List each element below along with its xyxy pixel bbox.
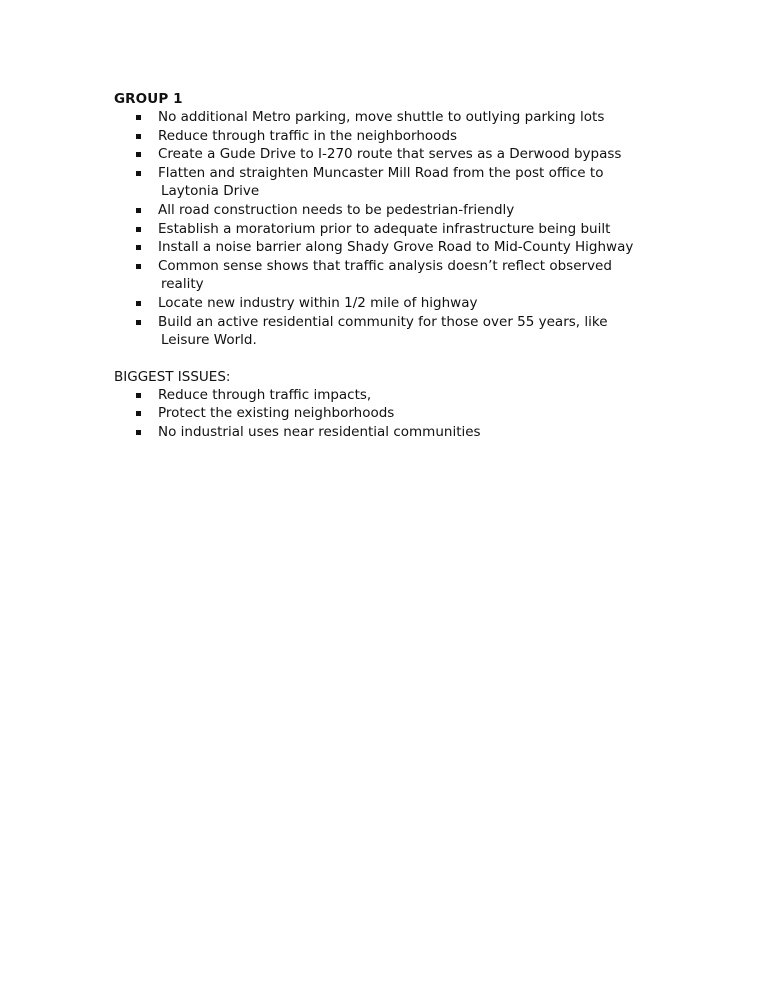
list-item-text: Build an active residential community for those over 55 years, like [158,313,608,330]
square-bullet-icon [136,430,141,435]
list-item [114,220,714,239]
list-item-text: Reduce through traffic impacts, [158,386,372,403]
square-bullet-icon [136,264,141,269]
list-item [114,423,714,442]
list-item-text: No additional Metro parking, move shuttle to outlying parking lots [158,109,605,125]
list-item-text: Establish a moratorium prior to adequate infrastructure being built [158,220,611,237]
square-bullet-icon [136,393,141,398]
list-item-text: Reduce through traffic in the neighborhoods [158,127,458,144]
square-bullet-icon [136,320,141,325]
square-bullet-icon [136,152,141,157]
square-bullet-icon [136,301,141,306]
square-bullet-icon [136,208,141,213]
group-1-heading: GROUP 1 [114,91,183,107]
list-item [114,238,714,257]
list-item-text: Flatten and straighten Muncaster Mill Road from the post office to [158,164,604,181]
list-item [114,404,714,423]
list-item [114,145,714,164]
biggest-issues-list [114,386,714,442]
list-item-text: Create a Gude Drive to I-270 route that serves as a Derwood bypass [158,146,622,163]
square-bullet-icon [136,411,141,416]
list-item [114,127,714,146]
square-bullet-icon [136,171,141,176]
list-item [114,257,714,294]
list-item-continuation: Leisure World. [161,332,257,349]
biggest-issues-heading: BIGGEST ISSUES: [114,368,231,385]
document-content [114,90,714,442]
list-item-text: All road construction needs to be pedestrian-friendly [158,201,515,218]
list-item-continuation: reality [161,276,204,293]
list-item-text: No industrial uses near residential communities [158,423,481,440]
list-item [114,386,714,405]
list-item-text: Protect the existing neighborhoods [158,405,395,422]
list-item [114,313,714,350]
list-item-text: Install a noise barrier along Shady Grove Road to Mid-County Highway [158,239,634,256]
square-bullet-icon [136,245,141,250]
list-item [114,201,714,220]
square-bullet-icon [136,115,141,120]
group-1-list [114,108,714,350]
list-item-text: Common sense shows that traffic analysis doesn’t reflect observed [158,257,612,274]
square-bullet-icon [136,134,141,139]
list-item-continuation: Laytonia Drive [161,183,260,200]
list-item-text: Locate new industry within 1/2 mile of highway [158,294,478,311]
list-item [114,108,714,127]
square-bullet-icon [136,227,141,232]
list-item [114,164,714,201]
list-item [114,294,714,313]
